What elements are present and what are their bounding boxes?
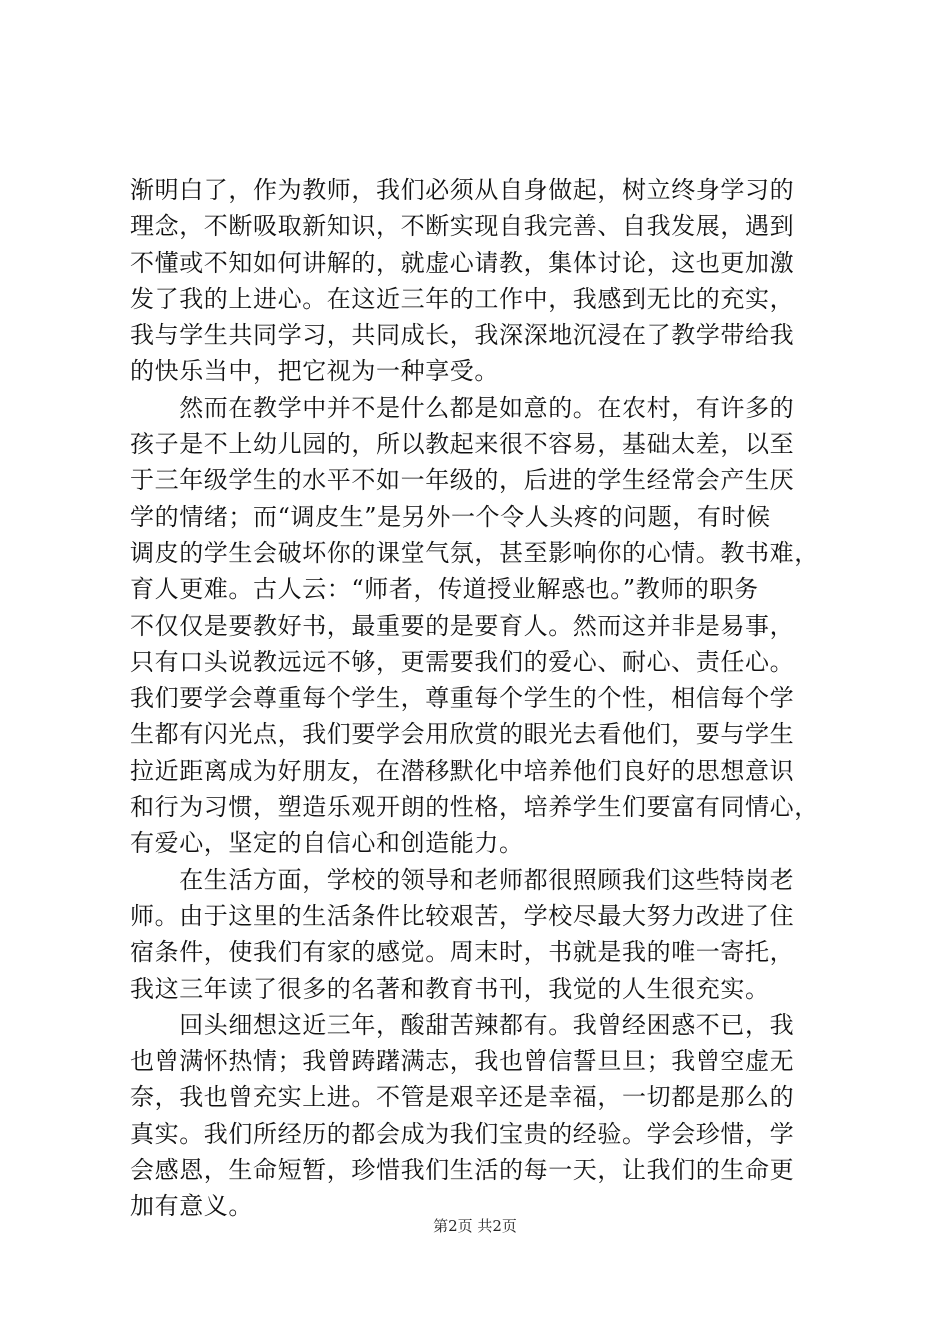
text-line: 加有意义。 — [130, 1192, 253, 1221]
text-line: 学的情绪；而“调皮生”是另外一个令人头疼的问题，有时候 — [130, 502, 771, 531]
text-line: 真实。我们所经历的都会成为我们宝贵的经验。学会珍惜，学 — [130, 1119, 795, 1148]
text-line: 宿条件，使我们有家的感觉。周末时，书就是我的唯一寄托， — [130, 938, 795, 967]
text-line: 奈，我也曾充实上进。不管是艰辛还是幸福，一切都是那么的 — [130, 1083, 795, 1112]
text-line: 调皮的学生会破坏你的课堂气氛，甚至影响你的心情。教书难， — [130, 538, 819, 567]
page-footer: 第2页 共2页 — [433, 1217, 517, 1235]
text-line: 有爱心，坚定的自信心和创造能力。 — [130, 829, 524, 858]
text-line: 于三年级学生的水平不如一年级的，后进的学生经常会产生厌 — [130, 466, 795, 495]
text-line: 理念，不断吸取新知识，不断实现自我完善、自我发展，遇到 — [130, 212, 795, 241]
text-line: 我这三年读了很多的名著和教育书刊，我觉的人生很充实。 — [130, 974, 770, 1003]
text-line: 和行为习惯，塑造乐观开朗的性格，培养学生们要富有同情心， — [130, 793, 819, 822]
text-line: 我与学生共同学习，共同成长，我深深地沉浸在了教学带给我 — [130, 321, 795, 350]
text-line: 育人更难。古人云：“师者，传道授业解惑也。”教师的职务 — [130, 575, 759, 604]
text-line: 会感恩，生命短暂，珍惜我们生活的每一天，让我们的生命更 — [130, 1156, 795, 1185]
text-line: 师。由于这里的生活条件比较艰苦，学校尽最大努力改进了住 — [130, 901, 795, 930]
text-line: 不仅仅是要教好书，最重要的是要育人。然而这并非是易事， — [130, 611, 795, 640]
text-line: 拉近距离成为好朋友，在潜移默化中培养他们良好的思想意识 — [130, 756, 795, 785]
text-line: 发了我的上进心。在这近三年的工作中，我感到无比的充实， — [130, 284, 795, 313]
text-line: 孩子是不上幼儿园的，所以教起来很不容易，基础太差，以至 — [130, 430, 795, 459]
body-text — [130, 172, 830, 1225]
text-line: 然而在教学中并不是什么都是如意的。在农村，有许多的 — [130, 393, 795, 422]
text-line: 只有口头说教远远不够，更需要我们的爱心、耐心、责任心。 — [130, 647, 795, 676]
text-line: 不懂或不知如何讲解的，就虚心请教，集体讨论，这也更加激 — [130, 248, 795, 277]
text-line: 回头细想这近三年，酸甜苦辣都有。我曾经困惑不已，我 — [130, 1010, 795, 1039]
text-line: 生都有闪光点，我们要学会用欣赏的眼光去看他们，要与学生 — [130, 720, 795, 749]
text-line: 的快乐当中，把它视为一种享受。 — [130, 357, 499, 386]
text-line: 我们要学会尊重每个学生，尊重每个学生的个性，相信每个学 — [130, 684, 795, 713]
text-line: 渐明白了，作为教师，我们必须从自身做起，树立终身学习的 — [130, 176, 795, 204]
text-line: 也曾满怀热情；我曾踌躇满志，我也曾信誓旦旦；我曾空虚无 — [130, 1047, 795, 1076]
text-line: 在生活方面，学校的领导和老师都很照顾我们这些特岗老 — [130, 865, 795, 894]
